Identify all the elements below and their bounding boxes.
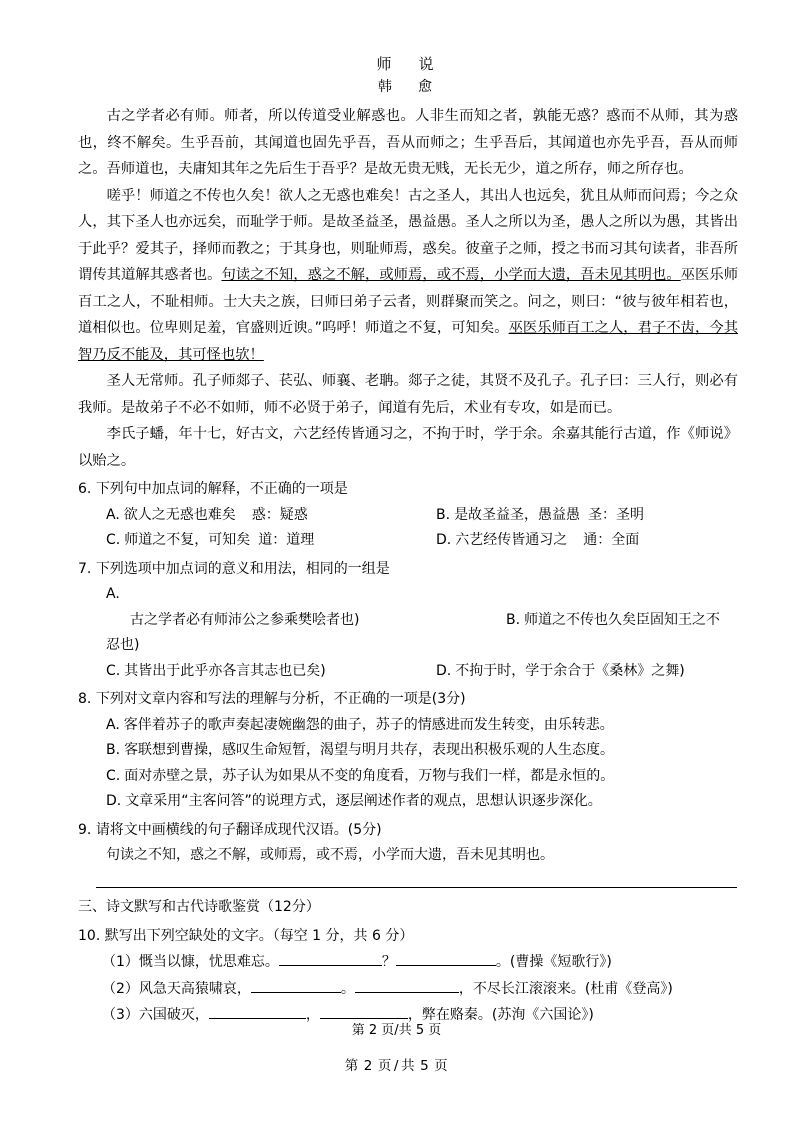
footer-current-page: 第 2 页 bbox=[344, 1058, 392, 1074]
quoted-text: 句读之不知，惑之不解，或师焉，或不焉，小学而大遗，吾未见其明也。 bbox=[106, 847, 554, 863]
option-b[interactable] bbox=[506, 608, 720, 634]
question-6-option-row-2 bbox=[78, 528, 738, 554]
question-text: 下列选项中加点词的意义和用法，相同的一组是 bbox=[95, 560, 390, 577]
option-gloss: 圣：圣明 bbox=[588, 506, 645, 523]
item-mid-punct: ， bbox=[305, 1007, 320, 1023]
question-text: 下列句中加点词的解释，不正确的一项是 bbox=[95, 481, 348, 497]
option-d[interactable] bbox=[436, 659, 766, 685]
option-gloss: 惑：疑惑 bbox=[251, 506, 308, 523]
question-7-option-b-tail bbox=[78, 633, 738, 659]
passage-segment-underlined: 巫医乐师百工之人，君子不齿，今其智乃反不能及，其可怪也欤！ bbox=[78, 320, 738, 363]
option-label: C. bbox=[106, 532, 121, 548]
page-footer-secondary bbox=[0, 1054, 793, 1074]
option-b[interactable] bbox=[78, 738, 738, 764]
item-tail-punct: ，弊在赂秦。 bbox=[407, 1007, 492, 1023]
item-mid-punct: ？ bbox=[381, 954, 396, 970]
question-7-option-row-cd bbox=[78, 659, 738, 685]
option-label: A. bbox=[106, 716, 120, 733]
question-number: 9. bbox=[78, 821, 92, 838]
option-text: 古之学者必有师沛公之参乘樊哙者也) bbox=[130, 611, 360, 628]
option-d[interactable] bbox=[78, 789, 738, 815]
option-label: C. bbox=[106, 767, 121, 784]
question-9-stem bbox=[78, 818, 738, 844]
question-6-option-row-1 bbox=[78, 503, 738, 529]
footer-separator: / bbox=[393, 1058, 400, 1074]
question-6-stem bbox=[78, 477, 738, 503]
item-lead-text: 六国破灭， bbox=[138, 1007, 209, 1023]
passage-segment: 李氏子蟠，年十七，好古文，六艺经传皆通习之，不拘于时，学于余。余嘉其能行古道，作《师说》以贻之。 bbox=[78, 426, 738, 469]
option-text-continued: 忍也) bbox=[106, 637, 140, 653]
option-label: B. bbox=[106, 742, 121, 758]
item-mid-punct: 。 bbox=[340, 980, 355, 997]
option-text: 欲人之无惑也难矣 bbox=[123, 506, 236, 523]
passage-paragraph-4 bbox=[78, 421, 738, 474]
option-label: D. bbox=[106, 793, 122, 809]
question-7-stem bbox=[78, 557, 738, 583]
question-text: 默写出下列空缺处的文字。（每空 1 分，共 6 分） bbox=[104, 927, 414, 944]
answer-blank[interactable] bbox=[251, 992, 341, 993]
option-label: A. bbox=[106, 586, 120, 602]
option-text: 不拘于时，学于余合于《桑林》之舞) bbox=[455, 662, 685, 679]
question-number: 10. bbox=[78, 927, 101, 944]
answer-blank[interactable] bbox=[396, 965, 496, 966]
option-text: 六艺经传皆通习之 bbox=[455, 532, 568, 548]
option-d[interactable] bbox=[436, 528, 766, 554]
option-b[interactable] bbox=[436, 503, 766, 529]
passage-paragraph-2 bbox=[78, 183, 738, 369]
question-8 bbox=[78, 684, 738, 815]
question-9-quoted-sentence bbox=[78, 843, 738, 869]
item-tail-punct: ，不尽长江滚滚来。 bbox=[458, 980, 585, 997]
section-divider bbox=[96, 887, 737, 888]
passage-segment-underlined: 句读之不知，惑之不解，或师焉，或不焉，小学而大遗，吾未见其明也。 bbox=[221, 267, 681, 283]
answer-blank[interactable] bbox=[279, 965, 382, 966]
question-number: 6. bbox=[78, 481, 92, 497]
passage-segment: 嗟乎！师道之不传也久矣！欲人之无惑也难矣！古之圣人，其出人也远矣，犹且从师而问焉；今之众人，其下圣人也亦远矣，而耻学于师。是故圣益圣，愚益愚。圣人之所以为圣，愚人之所以为愚，其皆出于此乎？爱其子，择师而教之；于其身也，则耻师焉，惑矣。彼童子之师，授之书而习其句读者，非吾所谓传其道解其惑者也。 bbox=[78, 187, 738, 283]
section-divider-wrap bbox=[78, 869, 738, 892]
question-8-stem bbox=[78, 687, 738, 713]
item-lead-text: 风急天高猿啸哀， bbox=[138, 980, 251, 997]
option-text: 客伴着苏子的歌声奏起凄婉幽怨的曲子，苏子的情感进而发生转变，由乐转悲。 bbox=[123, 716, 614, 733]
passage-paragraph-1 bbox=[78, 103, 738, 183]
item-tail-punct: 。 bbox=[495, 954, 510, 970]
question-7 bbox=[78, 554, 738, 685]
author-name: 韩 愈 bbox=[378, 79, 438, 95]
option-label: B. bbox=[436, 506, 451, 523]
footer-total-pages: 共 5 页 bbox=[401, 1058, 449, 1074]
section-heading: 三、诗文默写和古代诗歌鉴赏（12分） bbox=[78, 898, 320, 915]
passage-paragraph-3 bbox=[78, 368, 738, 421]
page-content bbox=[78, 52, 738, 1029]
question-10-item-1 bbox=[78, 949, 738, 976]
question-10-item-2 bbox=[78, 976, 738, 1003]
option-label: D. bbox=[436, 532, 452, 548]
answer-blank[interactable] bbox=[355, 992, 459, 993]
question-number: 7. bbox=[78, 560, 92, 577]
option-text: 师道之不传也久矣臣固知王之不 bbox=[524, 611, 721, 628]
page-title: 师 说 bbox=[376, 55, 440, 73]
passage-segment: 古之学者必有师。师者，所以传道受业解惑也。人非生而知之者，孰能无惑？惑而不从师，其为惑也，终不解矣。生乎吾前，其闻道也固先乎吾，吾从而师之；生乎吾后，其闻道也亦先乎吾，吾从而师之。吾师道也，夫庸知其年之先后生于吾乎？是故无贵无贱，无长无少，道之所存，师之所存也。 bbox=[78, 108, 738, 177]
option-c[interactable] bbox=[106, 528, 436, 554]
item-source: (曹操《短歌行》) bbox=[509, 954, 612, 970]
question-7-option-row-ab bbox=[78, 608, 738, 634]
passage-segment: 圣人无常师。孔子师郯子、苌弘、师襄、老聃。郯子之徒，其贤不及孔子。孔子曰：三人行，则必有我师。是故弟子不必不如师，师不必贤于弟子，闻道有先后，术业有专攻，如是而已。 bbox=[78, 373, 738, 416]
passage-segment: 巫医乐师百工之人，不耻相师。士大夫之族，曰师曰弟子云者，则群聚而笑之。问之，则曰：“彼与彼年相若也，道相似也。位卑则足羞，官盛则近谀。”呜呼！师道之不复，可知矣。 bbox=[78, 267, 739, 336]
page-footer-primary: 第 2 页/共 5 页 bbox=[351, 1023, 442, 1038]
option-a[interactable] bbox=[106, 503, 436, 529]
item-source: (苏洵《六国论》) bbox=[491, 1007, 594, 1023]
question-7-option-a-label[interactable] bbox=[78, 582, 738, 608]
item-index: （2） bbox=[102, 980, 139, 997]
option-gloss: 道：道理 bbox=[258, 532, 315, 548]
item-lead-text: 慨当以慷，忧思难忘。 bbox=[138, 954, 279, 970]
question-6 bbox=[78, 474, 738, 554]
option-text: 客联想到曹操，感叹生命短暂，渴望与明月共存，表现出积极乐观的人生态度。 bbox=[124, 742, 615, 758]
option-c[interactable] bbox=[78, 764, 738, 790]
question-number: 8. bbox=[78, 691, 92, 707]
option-text: 其皆出于此乎亦各言其志也已矣) bbox=[124, 662, 326, 679]
question-text: 下列对文章内容和写法的理解与分析，不正确的一项是(3分) bbox=[95, 691, 466, 707]
passage-body bbox=[78, 103, 738, 474]
question-10-stem bbox=[78, 924, 738, 950]
option-text: 是故圣益圣，愚益愚 bbox=[454, 506, 581, 523]
option-c[interactable] bbox=[106, 659, 436, 685]
question-9 bbox=[78, 815, 738, 869]
option-label: C. bbox=[106, 662, 121, 679]
question-10 bbox=[78, 921, 738, 1029]
option-a[interactable] bbox=[78, 713, 738, 739]
option-a-text-wrap[interactable] bbox=[130, 608, 506, 634]
question-text: 请将文中画横线的句子翻译成现代汉语。(5分) bbox=[95, 821, 382, 838]
item-source: (杜甫《登高》) bbox=[584, 980, 673, 997]
option-text: 面对赤壁之景，苏子认为如果从不变的角度看，万物与我们一样，都是永恒的。 bbox=[124, 767, 615, 784]
option-label: D. bbox=[436, 662, 452, 679]
option-text: 文章采用“主客问答”的说理方式，逐层阐述作者的观点，思想认识逐步深化。 bbox=[125, 793, 602, 809]
option-label: B. bbox=[506, 611, 521, 628]
option-label: A. bbox=[106, 506, 120, 523]
item-index: （1） bbox=[102, 954, 139, 970]
option-gloss: 通：全面 bbox=[583, 532, 640, 548]
item-index: （3） bbox=[102, 1007, 139, 1023]
option-text: 师道之不复，可知矣 bbox=[124, 532, 251, 548]
